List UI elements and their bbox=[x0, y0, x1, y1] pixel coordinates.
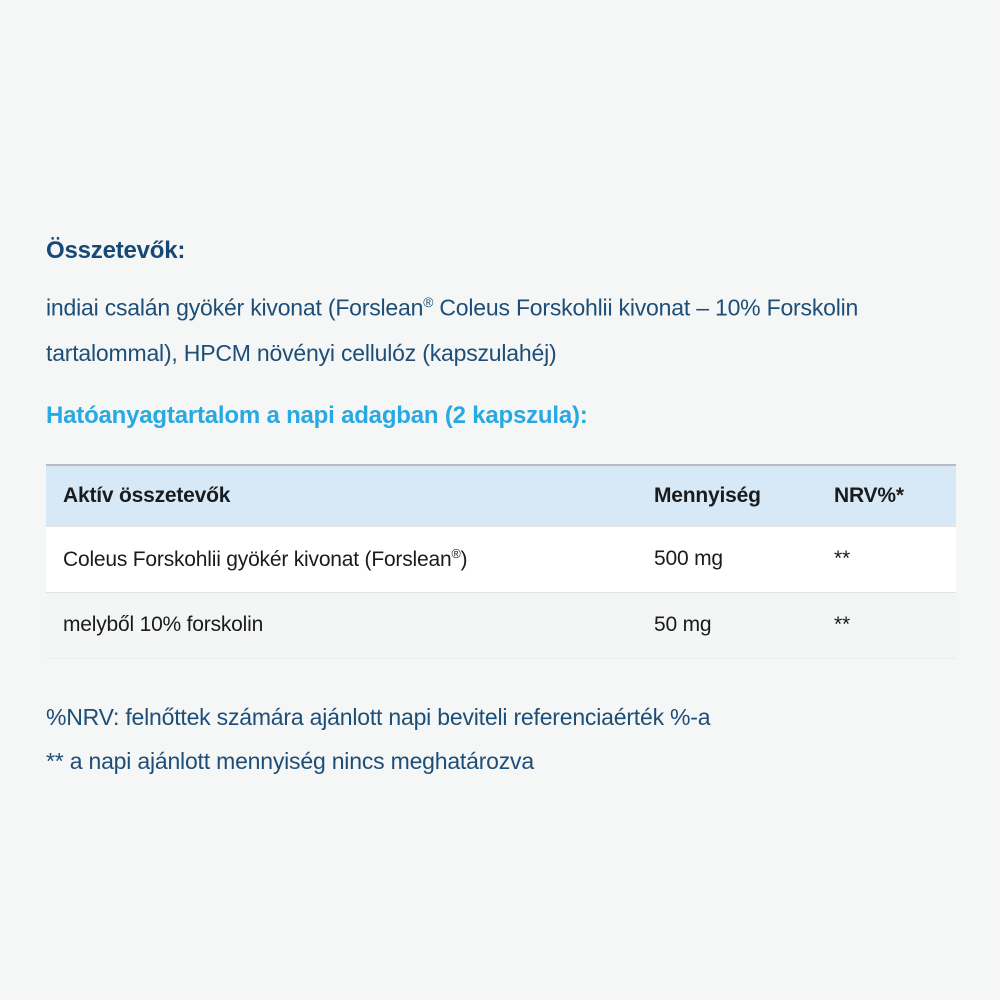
ingredient-nrv: ** bbox=[834, 547, 850, 571]
column-header-nrv: NRV%* bbox=[834, 483, 904, 507]
ingredients-text: indiai csalán gyökér kivonat (Forslean® Coleus Forskohlii kivonat – 10% Forskolin tartalommal), HPCM növényi cellulóz (kapszulahéj) bbox=[46, 294, 859, 366]
ingredient-amount: 50 mg bbox=[654, 613, 712, 637]
footnote-nrv-definition: %NRV: felnőttek számára ajánlott napi beviteli referenciaérték %-a bbox=[46, 703, 711, 730]
footnote-no-reference-value: ** a napi ajánlott mennyiség nincs meghatározva bbox=[46, 747, 534, 774]
active-ingredients-table bbox=[46, 464, 956, 659]
table-header-row bbox=[46, 466, 956, 526]
active-content-heading: Hatóanyagtartalom a napi adagban (2 kapszula): bbox=[46, 401, 588, 429]
column-header-amount: Mennyiség bbox=[654, 483, 761, 507]
table-row bbox=[46, 526, 956, 592]
footnotes bbox=[46, 695, 955, 783]
ingredient-nrv: ** bbox=[834, 613, 850, 637]
ingredient-name: melyből 10% forskolin bbox=[63, 613, 264, 637]
ingredients-heading: Összetevők: bbox=[46, 237, 186, 264]
table-row bbox=[46, 592, 956, 658]
ingredient-amount: 500 mg bbox=[654, 547, 723, 571]
column-header-active-ingredients: Aktív összetevők bbox=[63, 483, 231, 507]
ingredient-name: Coleus Forskohlii gyökér kivonat (Forslean®) bbox=[63, 546, 468, 571]
